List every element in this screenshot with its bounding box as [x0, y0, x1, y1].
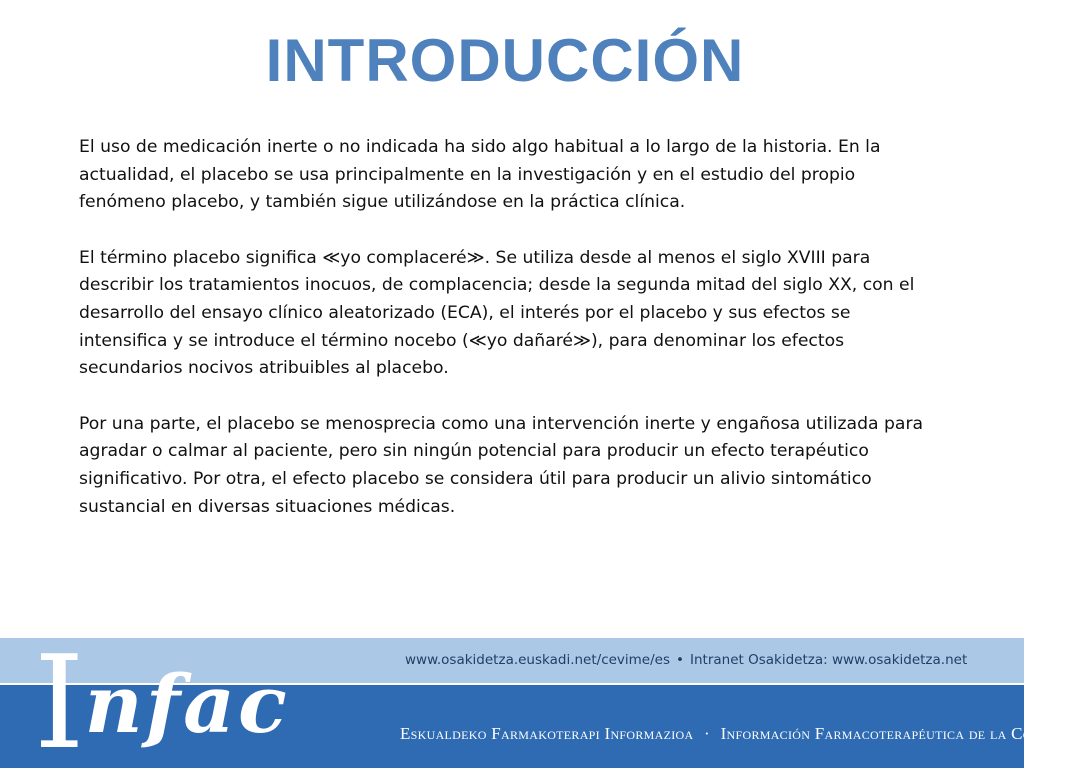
paragraph-term-placebo: El término placebo significa ≪yo complaceré≫. Se utiliza desde al menos el siglo XVIII para describir los tratamientos inocuos, de complacencia; desde la segunda mitad del siglo XX, con el desarrollo del ensayo clínico aleatorizado (ECA), el interés por el placebo y sus efectos se intensifica y se introduce el término nocebo (≪yo dañaré≫), para denominar los efectos secundarios nocivos atribuibles al placebo.	[79, 247, 915, 379]
url-separator: •	[676, 652, 684, 668]
tagline-spanish: Información Farmacoterapéutica de la Comarca	[720, 724, 1077, 743]
slide-title: INTRODUCCIÓN	[265, 27, 745, 94]
cevime-link[interactable]: www.osakidetza.euskadi.net/cevime/es	[405, 652, 671, 668]
paragraph-history: El uso de medicación inerte o no indicada ha sido algo habitual a lo largo de la historia. En la actualidad, el placebo se usa principalmente en la investigación y en el estudio del propio fenómeno placebo, y también sigue utilizándose en la práctica clínica.	[79, 137, 881, 213]
footer-banner	[0, 629, 1077, 778]
infac-logo	[34, 629, 290, 778]
footer-tagline	[400, 724, 1077, 744]
paragraph-perspectives: Por una parte, el placebo se menosprecia como una intervención inerte y engañosa utilizada para agradar o calmar al paciente, pero sin ningún potencial para producir un efecto terapéutico significativo. Por otra, el efecto placebo se considera útil para producir un alivio sintomático sustancial en diversas situaciones médicas.	[79, 413, 924, 517]
logo-rest: nfac	[84, 657, 290, 751]
logo-initial: I	[34, 629, 85, 778]
footer-urls	[405, 652, 967, 668]
tagline-separator: ·	[704, 724, 711, 743]
tagline-basque: Eskualdeko Farmakoterapi Informazioa	[400, 724, 694, 743]
slide-body	[79, 134, 939, 549]
intranet-link[interactable]: Intranet Osakidetza: www.osakidetza.net	[689, 652, 968, 668]
